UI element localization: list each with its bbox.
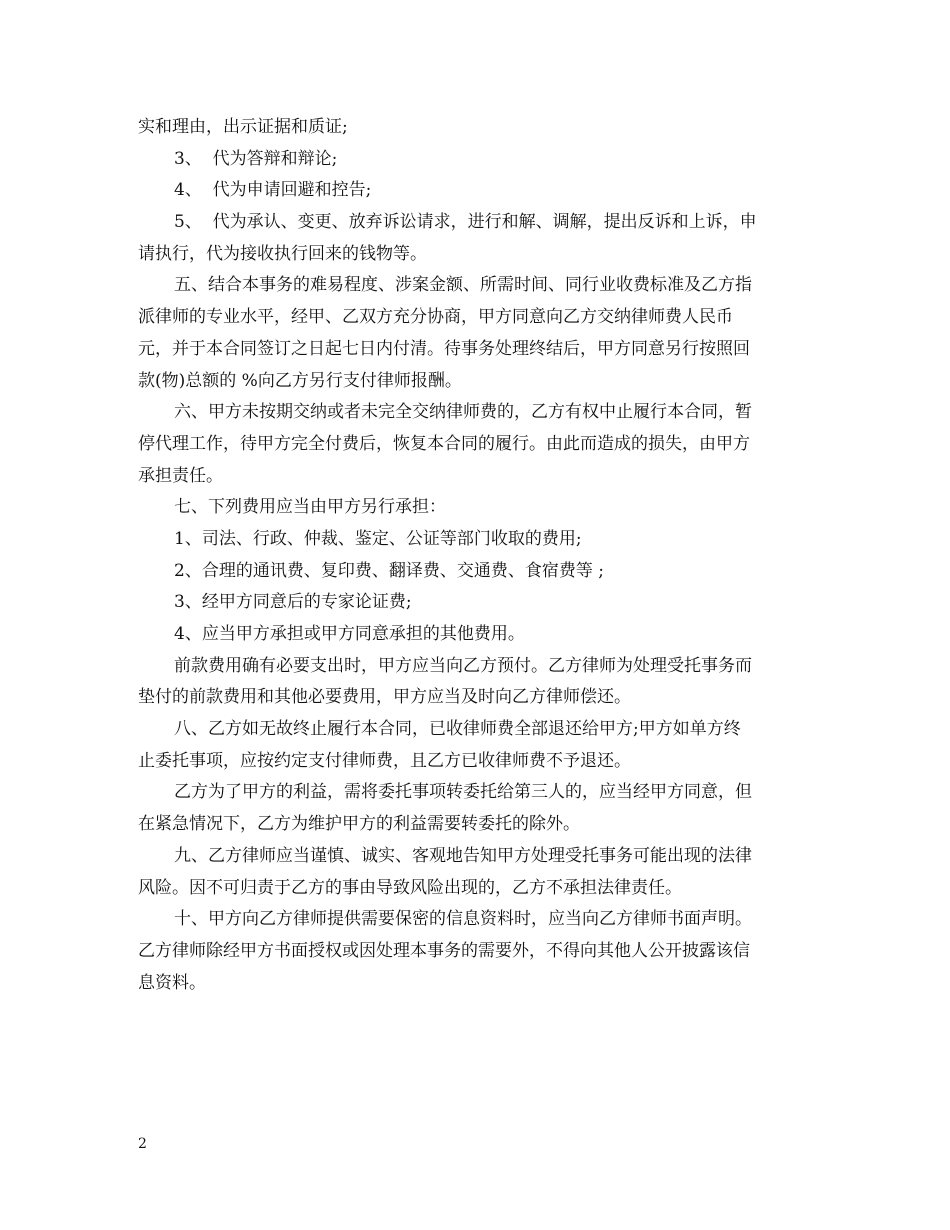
text-line: 停代理工作，待甲方完全付费后，恢复本合同的履行。由此而造成的损失，由甲方	[138, 433, 750, 454]
text-line: 六、甲方未按期交纳或者未完全交纳律师费的，乙方有权中止履行本合同，暂	[174, 402, 752, 423]
text-line: 4、 代为申请回避和控告;	[174, 180, 372, 201]
text-line: 承担责任。	[138, 465, 223, 486]
text-line: 款(物)总额的 %向乙方另行支付律师报酬。	[138, 370, 462, 391]
text-line: 派律师的专业水平，经甲、乙双方充分协商，甲方同意向乙方交纳律师费人民币	[138, 307, 733, 328]
text-line: 八、乙方如无故终止履行本合同，已收律师费全部退还给甲方;甲方如单方终	[174, 719, 741, 740]
text-line: 乙方为了甲方的利益，需将委托事项转委托给第三人的，应当经甲方同意，但	[174, 782, 752, 803]
text-line: 实和理由，出示证据和质证;	[138, 117, 348, 137]
text-line: 3、经甲方同意后的专家论证费;	[174, 592, 412, 613]
text-line: 3、 代为答辩和辩论;	[174, 148, 338, 169]
text-line: 九、乙方律师应当谨慎、诚实、客观地告知甲方处理受托事务可能出现的法律	[174, 845, 752, 866]
text-line: 元，并于本合同签订之日起七日内付清。待事务处理终结后，甲方同意另行按照回	[138, 338, 750, 359]
text-line: 在紧急情况下，乙方为维护甲方的利益需要转委托的除外。	[138, 814, 580, 835]
text-line: 乙方律师除经甲方书面授权或因处理本事务的需要外，不得向其他人公开披露该信	[138, 940, 750, 961]
text-line: 十、甲方向乙方律师提供需要保密的信息资料时，应当向乙方律师书面声明。	[174, 909, 752, 930]
text-line: 息资料。	[138, 972, 206, 993]
page-number: 2	[138, 1136, 147, 1152]
text-line: 1、司法、行政、仲裁、鉴定、公证等部门收取的费用;	[174, 528, 582, 549]
text-line: 垫付的前款费用和其他必要费用，甲方应当及时向乙方律师偿还。	[138, 687, 631, 708]
text-line: 前款费用确有必要支出时，甲方应当向乙方预付。乙方律师为处理受托事务而	[174, 655, 752, 676]
body-text	[138, 112, 812, 999]
text-line: 止委托事项，应按约定支付律师费，且乙方已收律师费不予退还。	[138, 750, 631, 771]
text-line: 2、合理的通讯费、复印费、翻译费、交通费、食宿费等 ;	[174, 560, 604, 581]
text-line: 五、结合本事务的难易程度、涉案金额、所需时间、同行业收费标准及乙方指	[174, 275, 752, 296]
text-line: 请执行，代为接收执行回来的钱物等。	[138, 243, 427, 264]
text-line: 七、下列费用应当由甲方另行承担：	[174, 497, 446, 518]
text-line: 风险。因不可归责于乙方的事由导致风险出现的，乙方不承担法律责任。	[138, 877, 682, 898]
text-line: 5、 代为承认、变更、放弃诉讼请求，进行和解、调解，提出反诉和上诉，申	[174, 212, 757, 233]
text-line: 4、应当甲方承担或甲方同意承担的其他费用。	[174, 624, 525, 644]
